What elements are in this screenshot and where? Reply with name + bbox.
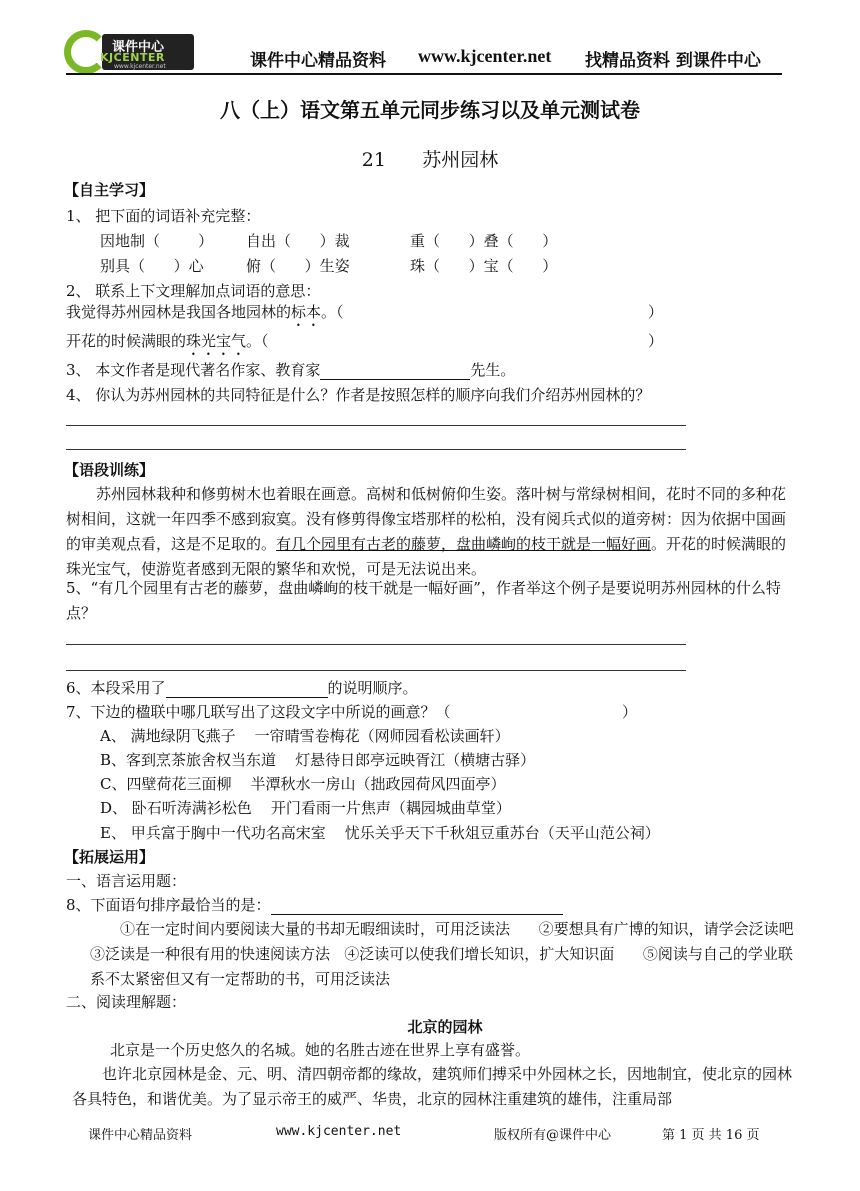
- q1-item: 因地制（ ）: [100, 232, 214, 250]
- part-1-heading: 一、语言运用题：: [66, 872, 187, 890]
- section-heading-extension: 【拓展运用】: [64, 848, 155, 866]
- footer-copyright: 版权所有@课件中心: [494, 1128, 612, 1143]
- answer-close-paren: ）: [622, 703, 638, 721]
- footer-left: 课件中心精品资料: [88, 1128, 193, 1143]
- answer-close-paren: ）: [648, 303, 664, 321]
- answer-close-paren: ）: [648, 332, 664, 350]
- question-8: 8、下面语句排序最恰当的是：: [66, 894, 563, 915]
- reading-title: 北京的园林: [407, 1018, 483, 1036]
- answer-blank[interactable]: [320, 363, 470, 380]
- question-1: 1、 把下面的词语补充完整：: [66, 207, 261, 225]
- reading-paragraph: 北京是一个历史悠久的名城。她的名胜古迹在世界上享有盛誉。: [110, 1041, 531, 1059]
- header-slogan: 找精品资料 到课件中心: [585, 51, 761, 71]
- question-3: 3、 本文作者是现代著名作家、教育家 先生。: [66, 361, 516, 379]
- emphasized-word: 标本: [291, 303, 322, 321]
- q1-item: 别具（ ）心: [100, 257, 204, 275]
- answer-blank[interactable]: [271, 898, 563, 915]
- lesson-title: 21 苏州园林: [361, 149, 499, 171]
- q2-sentence-1: 我觉得苏州园林是我国各地园林的标本。（: [66, 303, 344, 321]
- question-5: 5、“有几个园里有古老的藤萝，盘曲嶙峋的枝干就是一幅好画”，作者举这个例子是要说明苏州园林的什么特点？: [66, 579, 781, 622]
- page-title: 八（上）语文第五单元同步练习以及单元测试卷: [220, 98, 640, 122]
- reading-paragraph: 也许北京园林是金、元、明、清四朝帝都的缘故，建筑师们搏采中外园林之长，因地制宜，使北京的园林各具特色，和谐优美。为了显示帝王的威严、华贵，北京的园林注重建筑的雄伟，注重局部: [72, 1065, 793, 1108]
- emphasized-word: 珠光宝气: [186, 332, 247, 350]
- q1-item: 珠（ ）宝（ ）: [410, 257, 558, 275]
- q1-item: 重（ ）叠（ ）: [410, 232, 558, 250]
- part-2-heading: 二、阅读理解题：: [66, 993, 187, 1011]
- q8-sentences: ①在一定时间内要阅读大量的书却无暇细读时，可用泛读法 ②要想具有广博的知识，请学会泛读吧 ③泛读是一种很有用的快速阅读方法 ④泛读可以使我们增长知识，扩大知识面 ⑤阅读与自己的学业联系不太紧密但又有一定帮助的书，可用泛读法: [90, 920, 808, 988]
- answer-line[interactable]: [66, 425, 686, 426]
- header-site[interactable]: www.kjcenter.net: [418, 46, 552, 66]
- option-c: C、四壁荷花三面柳 半潭秋水一房山（拙政园荷风四面亭）: [100, 775, 506, 793]
- answer-blank[interactable]: [166, 681, 328, 698]
- kjcenter-logo: [62, 30, 194, 74]
- header-tagline: 课件中心精品资料: [250, 51, 386, 71]
- question-6: 6、本段采用了 的说明顺序。: [66, 679, 418, 697]
- option-e: E、 甲兵富于胸中一代功名高宋室 忧乐关乎天下千秋俎豆重苏台（天平山范公祠）: [100, 824, 660, 842]
- question-4: 4、 你认为苏州园林的共同特征是什么？作者是按照怎样的顺序向我们介绍苏州园林的？: [66, 386, 651, 404]
- question-7: 7、下边的楹联中哪几联写出了这段文字中所说的画意？（: [66, 703, 451, 721]
- option-b: B、客到烹茶旅舍权当东道 灯悬待日郎亭远映胥江（横塘古驿）: [100, 751, 536, 769]
- option-a: A、 满地绿阴飞燕子 一帘晴雪卷梅花（网师园看松读画轩）: [100, 727, 510, 745]
- answer-line[interactable]: [66, 670, 686, 671]
- answer-line[interactable]: [66, 449, 686, 450]
- q1-item: 自出（ ）裁: [246, 232, 350, 250]
- logo-cn-text: 课件中心: [112, 40, 165, 55]
- footer-page-number: 第 1 页 共 16 页: [662, 1128, 760, 1143]
- passage-paragraph: 苏州园林栽种和修剪树木也着眼在画意。高树和低树俯仰生姿。落叶树与常绿树相间，花时不同的多种花树相间，这就一年四季不感到寂寞。没有修剪得像宝塔那样的松柏，没有阅兵式似的道旁树：因为依据中国画的审美观点看，这是不足取的。有几个园里有古老的藤萝，盘曲嶙峋的枝干就是一幅好画。开花的时候满眼的珠光宝气，使游览者感到无限的繁华和欢悦，可是无法说出来。: [66, 485, 787, 578]
- question-2: 2、 联系上下文理解加点词语的意思：: [66, 282, 321, 300]
- section-heading-self-study: 【自主学习】: [64, 181, 155, 199]
- q2-sentence-2: 开花的时候满眼的珠光宝气。（: [66, 332, 269, 350]
- section-heading-passage: 【语段训练】: [64, 461, 155, 479]
- answer-line[interactable]: [66, 644, 686, 645]
- footer-site[interactable]: www.kjcenter.net: [276, 1124, 402, 1139]
- logo-url-text: www.kjcenter.net: [114, 63, 166, 70]
- logo-en-text: KJCENTER: [100, 51, 165, 64]
- option-d: D、 卧石听涛满衫松色 开门看雨一片焦声（耦园城曲草堂）: [100, 799, 511, 817]
- q1-item: 俯（ ）生姿: [246, 257, 350, 275]
- underlined-sentence: 有几个园里有古老的藤萝，盘曲嶙峋的枝干就是一幅好画: [276, 535, 652, 553]
- header-rule: [66, 73, 782, 75]
